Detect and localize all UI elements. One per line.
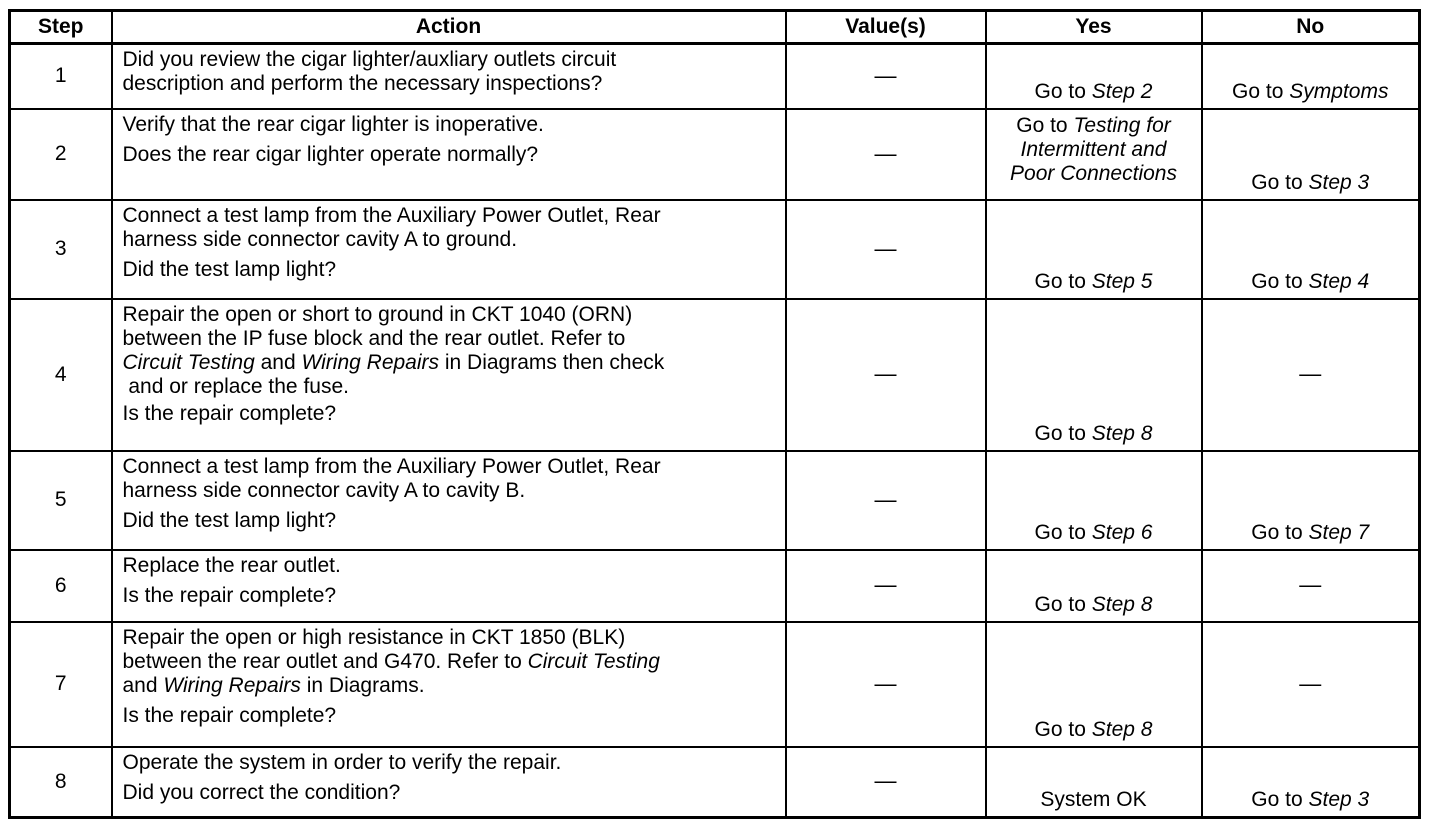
action-text: harness side connector cavity A to ground. <box>122 227 518 251</box>
step-number: 2 <box>10 109 112 200</box>
header-step: Step <box>10 11 112 44</box>
no-cell <box>1202 747 1420 818</box>
reference-wiring-repairs: Wiring Repairs <box>301 350 440 374</box>
value-cell <box>786 622 986 747</box>
diagnostic-table <box>8 9 1421 819</box>
yes-reference: Step 8 <box>1091 421 1153 445</box>
no-reference: Step 3 <box>1308 170 1370 194</box>
yes-reference: Testing for <box>1073 113 1171 137</box>
yes-reference: Intermittent and <box>1020 137 1167 161</box>
header-row <box>10 11 1420 44</box>
action-question: Is the repair complete? <box>122 401 337 425</box>
yes-cell <box>986 109 1202 200</box>
action-cell <box>112 44 786 109</box>
no-cell <box>1202 299 1420 451</box>
yes-reference: Step 8 <box>1091 592 1153 616</box>
dash: — <box>1299 361 1322 386</box>
diagnostic-table-wrapper <box>8 9 1421 819</box>
action-cell <box>112 200 786 299</box>
table-row <box>10 200 1420 299</box>
value-cell <box>786 44 986 109</box>
table-row <box>10 451 1420 550</box>
step-number: 7 <box>10 622 112 747</box>
action-question: Is the repair complete? <box>122 703 337 727</box>
go-to-label: Go to <box>1251 788 1303 811</box>
reference-wiring-repairs: Wiring Repairs <box>163 673 301 697</box>
action-cell <box>112 109 786 200</box>
go-to-label: Go to <box>1034 592 1086 616</box>
dash: — <box>874 361 897 386</box>
no-cell <box>1202 622 1420 747</box>
go-to-label: Go to <box>1034 717 1086 741</box>
yes-reference: Step 2 <box>1091 79 1153 103</box>
go-to-label: Go to <box>1016 113 1068 137</box>
dash: — <box>874 62 897 88</box>
yes-cell <box>986 44 1202 109</box>
dash: — <box>1299 670 1322 696</box>
action-text: Connect a test lamp from the Auxiliary Power Outlet, Rear <box>122 203 661 227</box>
table-row <box>10 299 1420 451</box>
action-text: and Wiring Repairs in Diagrams. <box>122 673 425 697</box>
step-number: 6 <box>10 550 112 622</box>
action-text: Verify that the rear cigar lighter is inoperative. <box>122 112 544 136</box>
reference-circuit-testing: Circuit Testing <box>527 649 660 673</box>
go-to-label: Go to <box>1251 520 1303 544</box>
step-number: 8 <box>10 747 112 818</box>
go-to-label: Go to <box>1034 269 1086 293</box>
no-cell <box>1202 550 1420 622</box>
action-cell <box>112 299 786 451</box>
go-to-label: Go to <box>1232 79 1284 103</box>
no-cell <box>1202 44 1420 109</box>
go-to-label: Go to <box>1034 421 1086 445</box>
go-to-label: Go to <box>1034 520 1086 544</box>
action-question: Did the test lamp light? <box>122 508 337 532</box>
action-question: Is the repair complete? <box>122 583 337 607</box>
no-reference: Step 7 <box>1308 520 1370 544</box>
action-text: and or replace the fuse. <box>122 374 349 398</box>
action-text: between the IP fuse block and the rear outlet. Refer to <box>122 326 626 350</box>
yes-cell <box>986 747 1202 818</box>
go-to-label: Go to <box>1251 269 1303 293</box>
header-action: Action <box>112 11 786 44</box>
action-text: between the rear outlet and G470. Refer to Circuit Testing <box>122 649 660 673</box>
step-number: 3 <box>10 200 112 299</box>
action-question: Did you correct the condition? <box>122 780 401 804</box>
value-cell <box>786 200 986 299</box>
action-cell <box>112 747 786 818</box>
dash: — <box>874 235 897 261</box>
action-question: Did the test lamp light? <box>122 257 337 281</box>
yes-cell <box>986 550 1202 622</box>
table-row <box>10 109 1420 200</box>
value-cell <box>786 550 986 622</box>
action-cell <box>112 622 786 747</box>
header-no: No <box>1202 11 1420 44</box>
reference-circuit-testing: Circuit Testing <box>122 350 255 374</box>
dash: — <box>874 486 897 512</box>
dash: — <box>874 572 897 597</box>
table-row <box>10 44 1420 109</box>
header-yes: Yes <box>986 11 1202 44</box>
action-text: Repair the open or high resistance in CKT 1850 (BLK) <box>122 625 626 649</box>
action-cell <box>112 451 786 550</box>
action-text: Operate the system in order to verify the repair. <box>122 750 562 774</box>
dash: — <box>874 670 897 696</box>
table-row <box>10 622 1420 747</box>
dash: — <box>1299 572 1322 597</box>
no-reference: Symptoms <box>1289 79 1389 103</box>
yes-cell <box>986 299 1202 451</box>
action-cell <box>112 550 786 622</box>
action-text: Circuit Testing and Wiring Repairs in Diagrams then check <box>122 350 665 374</box>
yes-cell <box>986 200 1202 299</box>
no-cell <box>1202 109 1420 200</box>
action-question: description and perform the necessary inspections? <box>122 72 603 95</box>
action-text: Connect a test lamp from the Auxiliary Power Outlet, Rear <box>122 454 661 478</box>
action-text: Replace the rear outlet. <box>122 553 341 577</box>
action-text: Repair the open or short to ground in CKT 1040 (ORN) <box>122 302 633 326</box>
action-text: harness side connector cavity A to cavity B. <box>122 478 526 502</box>
value-cell <box>786 299 986 451</box>
step-number: 1 <box>10 44 112 109</box>
action-question: Does the rear cigar lighter operate normally? <box>122 142 539 166</box>
value-cell <box>786 451 986 550</box>
header-values: Value(s) <box>786 11 986 44</box>
go-to-label: Go to <box>1034 79 1086 103</box>
value-cell <box>786 109 986 200</box>
dash: — <box>874 140 897 166</box>
no-reference: Step 4 <box>1308 269 1370 293</box>
yes-cell <box>986 622 1202 747</box>
yes-cell <box>986 451 1202 550</box>
value-cell <box>786 747 986 818</box>
step-number: 5 <box>10 451 112 550</box>
step-number: 4 <box>10 299 112 451</box>
no-cell <box>1202 451 1420 550</box>
table-row <box>10 550 1420 622</box>
dash: — <box>874 768 897 794</box>
no-cell <box>1202 200 1420 299</box>
table-row <box>10 747 1420 818</box>
go-to-label: Go to <box>1251 170 1303 194</box>
yes-reference: Poor Connections <box>1010 161 1177 185</box>
no-reference: Step 3 <box>1308 788 1370 811</box>
action-text: Did you review the cigar lighter/auxliary outlets circuit <box>122 48 617 71</box>
yes-reference: Step 5 <box>1091 269 1153 293</box>
system-ok-label: System OK <box>1040 788 1147 811</box>
yes-reference: Step 6 <box>1091 520 1153 544</box>
yes-reference: Step 8 <box>1091 717 1153 741</box>
